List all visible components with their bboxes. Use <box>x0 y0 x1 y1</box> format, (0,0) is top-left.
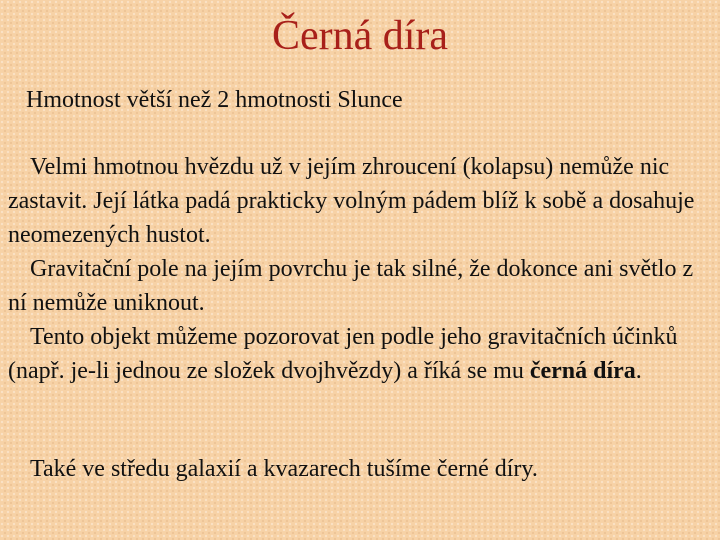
paragraph-collapse: Velmi hmotnou hvězdu už v jejím zhroucení (kolapsu) nemůže nic zastavit. Její látka padá prakticky volným pádem blíž k sobě a dosahuje neomezených hustot. <box>8 154 695 248</box>
closing-paragraph: Také ve středu galaxií a kvazarech tušíme černé díry. <box>30 456 538 482</box>
black-hole-term: černá díra <box>529 358 636 384</box>
paragraph-observation <box>8 320 714 388</box>
slide-title: Černá díra <box>271 13 449 59</box>
paragraph-observation-text: Tento objekt můžeme pozorovat jen podle jeho gravitačních účinků (např. je-li jednou ze složek dvojhvězdy) a říká se mu <box>8 324 678 384</box>
paragraph-observation-end: . <box>635 358 642 384</box>
slide-body <box>8 150 714 388</box>
slide-subtitle: Hmotnost větší než 2 hmotnosti Slunce <box>26 87 403 113</box>
paragraph-gravity: Gravitační pole na jejím povrchu je tak silné, že dokonce ani světlo z ní nemůže uniknout. <box>8 256 694 316</box>
